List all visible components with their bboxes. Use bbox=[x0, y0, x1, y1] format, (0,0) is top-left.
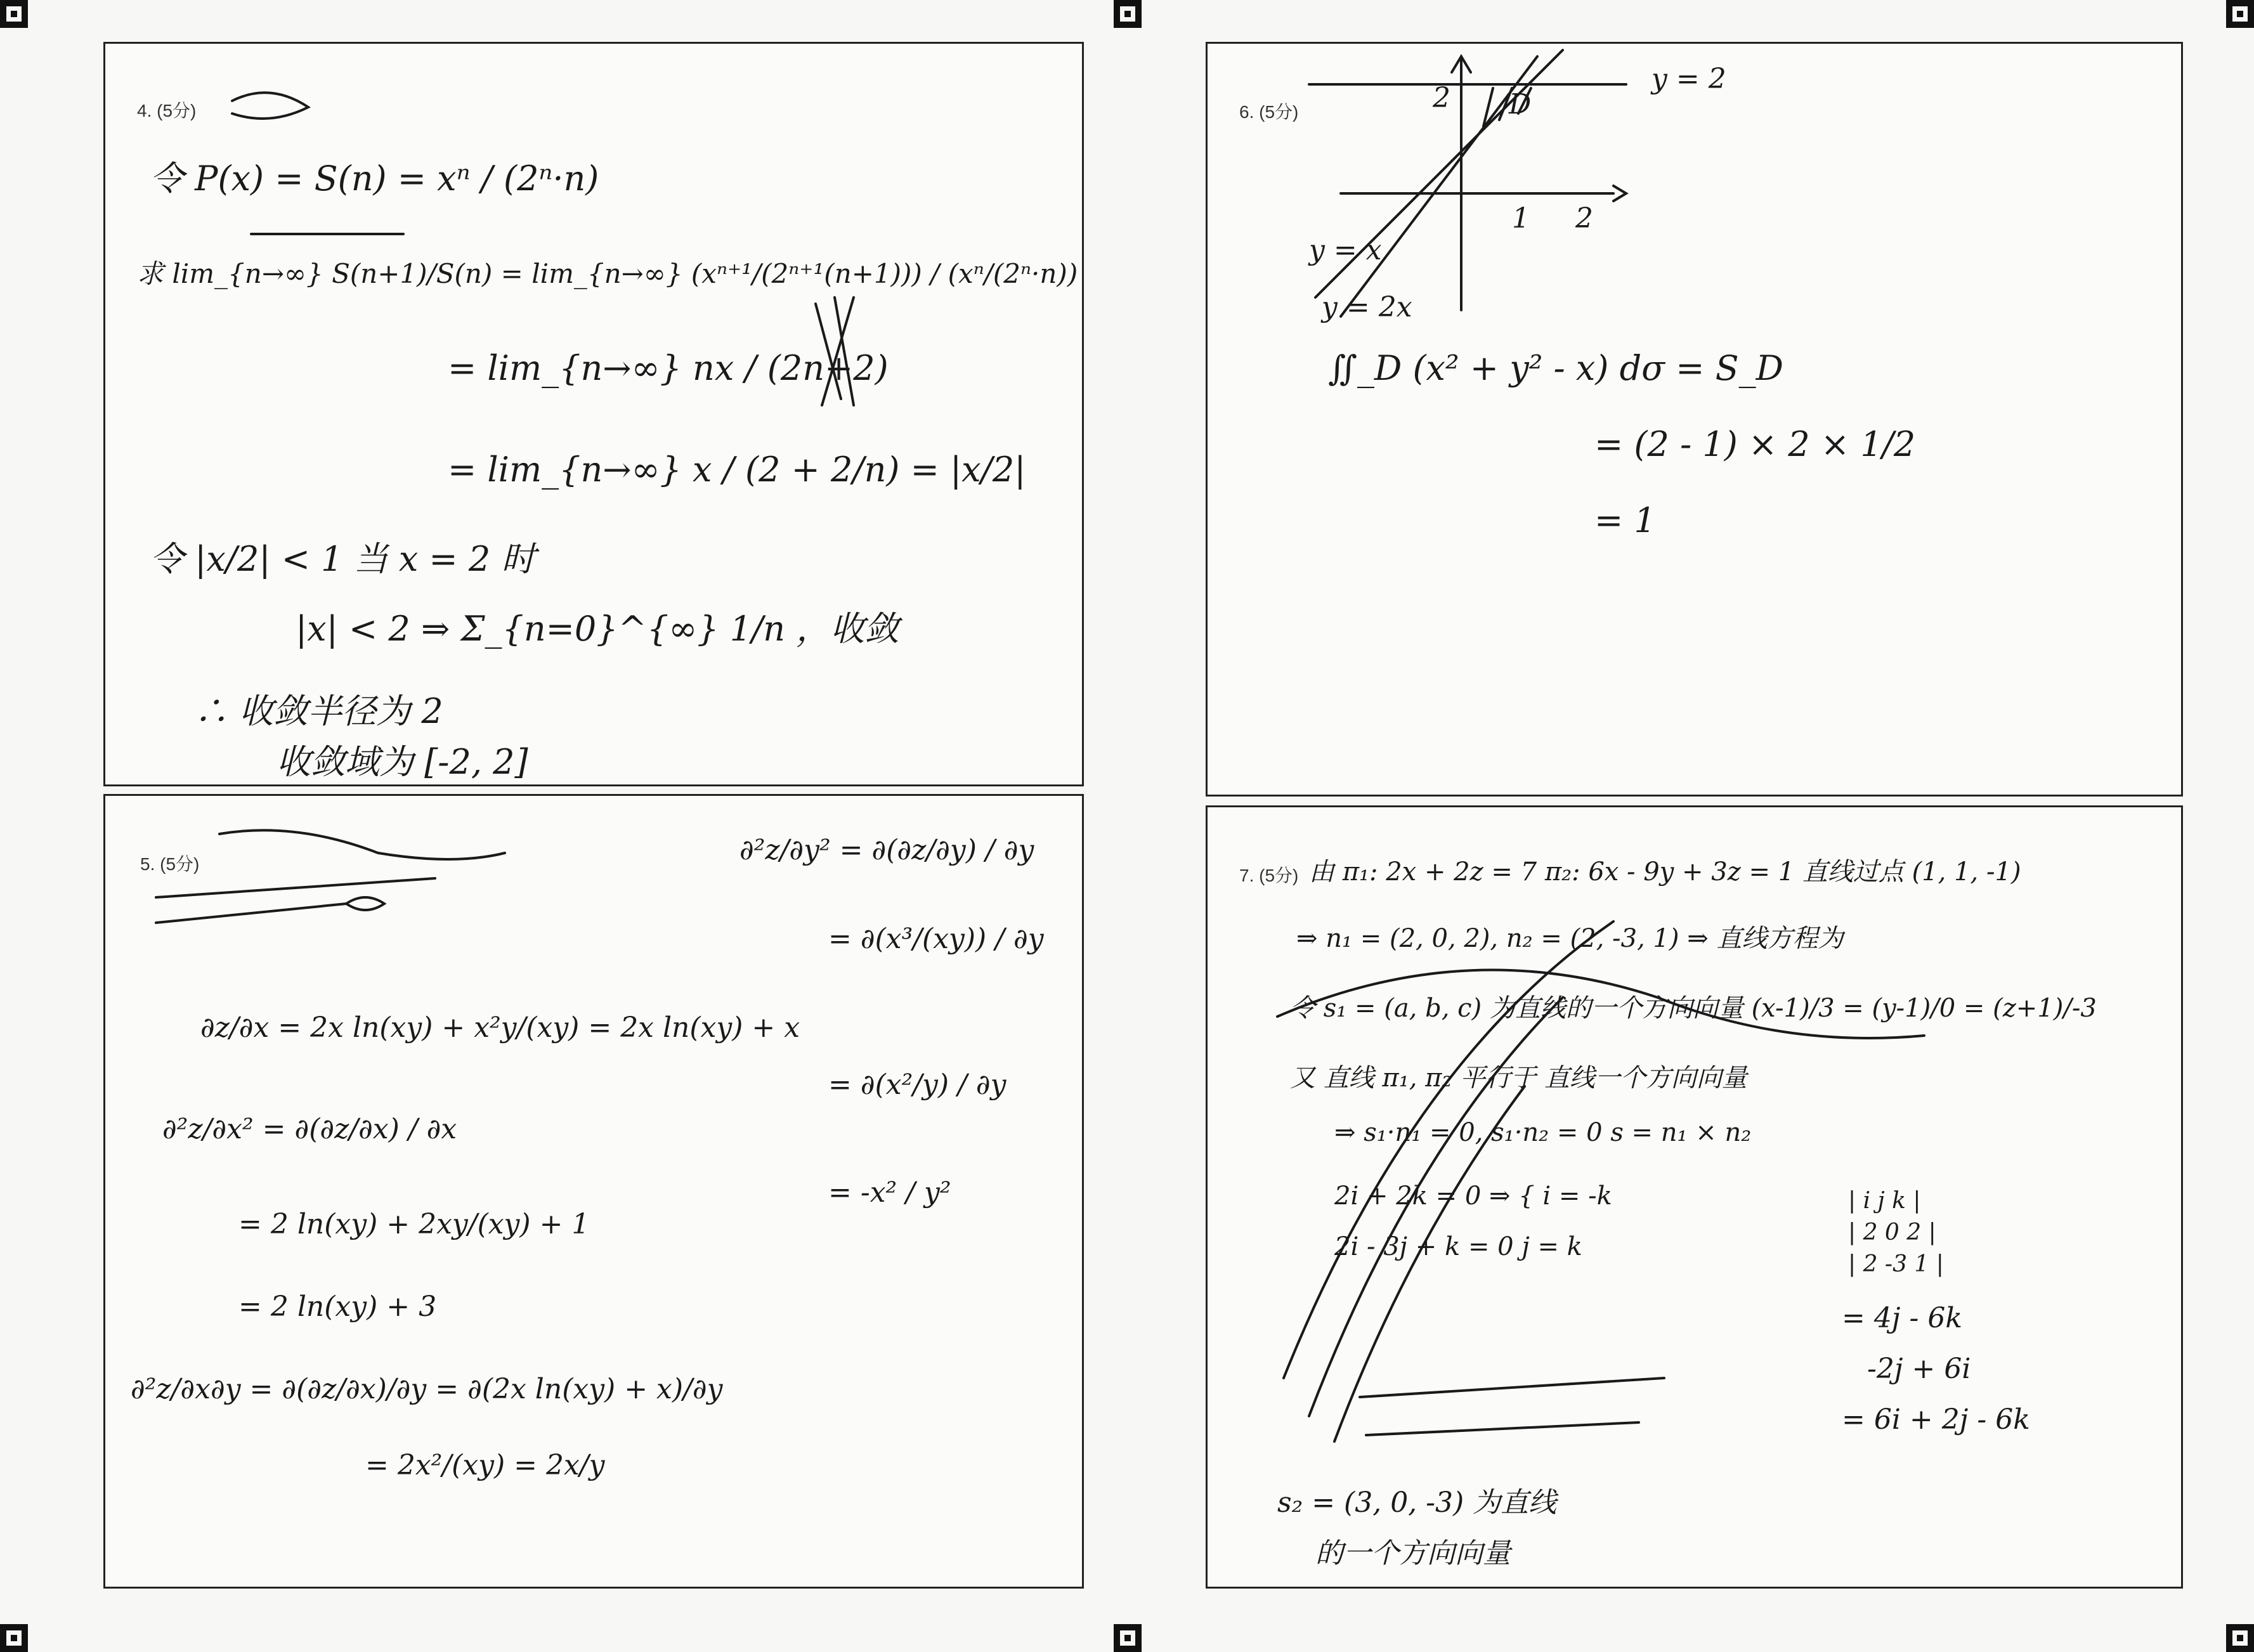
graph-tick-x2: 2 bbox=[1575, 202, 1593, 235]
determinant-result: -2j + 6i bbox=[1867, 1353, 1971, 1385]
graph-tick-x1: 1 bbox=[1512, 202, 1530, 235]
registration-mark-top-right bbox=[2226, 0, 2254, 28]
handwritten-line: = 2 ln(xy) + 2xy/(xy) + 1 bbox=[238, 1208, 590, 1240]
determinant-row: | i j k | bbox=[1848, 1188, 1921, 1214]
question-label: 5. (5分) bbox=[140, 854, 200, 874]
handwritten-line: 的一个方向向量 bbox=[1315, 1537, 1511, 1570]
handwritten-line: 令 s₁ = (a, b, c) 为直线的一个方向向量 (x-1)/3 = (y-1)/0 = (z+1)/-3 bbox=[1290, 994, 2097, 1023]
handwritten-line: 由 π₁: 2x + 2z = 7 π₂: 6x - 9y + 3z = 1 直线过点 (1, 1, -1) bbox=[1309, 857, 2021, 887]
handwritten-line: = ∂(x²/y) / ∂y bbox=[828, 1069, 1006, 1101]
handwritten-line: 2i + 2k = 0 ⇒ { i = -k bbox=[1334, 1181, 1612, 1211]
handwritten-line: 令 P(x) = S(n) = xⁿ / (2ⁿ·n) bbox=[150, 159, 599, 198]
graph-label-y2x: y = 2x bbox=[1322, 291, 1412, 323]
answer-box-q5 bbox=[103, 794, 1084, 1589]
answer-box-q6 bbox=[1206, 42, 2183, 797]
registration-mark-bottom-left bbox=[0, 1624, 28, 1652]
handwritten-line: = lim_{n→∞} nx / (2n+2) bbox=[448, 348, 889, 388]
handwritten-line: s₂ = (3, 0, -3) 为直线 bbox=[1277, 1486, 1557, 1519]
registration-mark-top-center bbox=[1114, 0, 1142, 28]
determinant-row: | 2 0 2 | bbox=[1848, 1219, 1936, 1246]
question-label: 6. (5分) bbox=[1239, 102, 1299, 122]
graph-label-yx: y = x bbox=[1309, 234, 1382, 266]
question-label: 7. (5分) bbox=[1239, 866, 1299, 885]
determinant-result: = 4j - 6k bbox=[1842, 1302, 1962, 1334]
graph-tick-y2: 2 bbox=[1433, 82, 1450, 114]
registration-mark-top-left bbox=[0, 0, 28, 28]
handwritten-line: 2i - 3j + k = 0 j = k bbox=[1334, 1232, 1582, 1261]
handwritten-line: ∂²z/∂x² = ∂(∂z/∂x) / ∂x bbox=[162, 1113, 457, 1145]
handwritten-line: 又 直线 π₁, π₂ 平行于 直线一个方向向量 bbox=[1290, 1063, 1747, 1093]
graph-label-y2: y = 2 bbox=[1651, 63, 1726, 95]
determinant-result: = 6i + 2j - 6k bbox=[1842, 1403, 2030, 1436]
handwritten-line: ∴ 收敛半径为 2 bbox=[194, 691, 443, 731]
handwritten-line: ⇒ n₁ = (2, 0, 2), n₂ = (2, -3, 1) ⇒ 直线方程为 bbox=[1296, 924, 1844, 953]
handwritten-line: |x| < 2 ⇒ Σ_{n=0}^{∞} 1/n ，收敛 bbox=[296, 609, 899, 649]
answer-box-q7 bbox=[1206, 805, 2183, 1589]
handwritten-line: = -x² / y² bbox=[828, 1176, 951, 1209]
region-graph bbox=[1208, 44, 2185, 798]
graph-region-label: D bbox=[1509, 88, 1532, 120]
registration-mark-bottom-right bbox=[2226, 1624, 2254, 1652]
handwritten-line: 收敛域为 [-2, 2] bbox=[277, 742, 528, 782]
handwritten-line: ⇒ s₁·n₁ = 0, s₁·n₂ = 0 s = n₁ × n₂ bbox=[1334, 1118, 1752, 1147]
handwritten-line: ∬_D (x² + y² - x) dσ = S_D bbox=[1328, 348, 1783, 388]
handwritten-line: ∂z/∂x = 2x ln(xy) + x²y/(xy) = 2x ln(xy) + x bbox=[200, 1011, 800, 1044]
handwritten-line: = ∂(x³/(xy)) / ∂y bbox=[828, 923, 1044, 955]
handwritten-line: ∂²z/∂y² = ∂(∂z/∂y) / ∂y bbox=[739, 834, 1034, 866]
handwritten-line: = 2x²/(xy) = 2x/y bbox=[365, 1449, 605, 1481]
handwritten-line: ∂²z/∂x∂y = ∂(∂z/∂x)/∂y = ∂(2x ln(xy) + x)/∂y bbox=[131, 1373, 723, 1405]
handwritten-line: = lim_{n→∞} x / (2 + 2/n) = |x/2| bbox=[448, 450, 1026, 490]
handwritten-line: 令 |x/2| < 1 当 x = 2 时 bbox=[150, 539, 536, 579]
answer-box-q4 bbox=[103, 42, 1084, 786]
determinant-row: | 2 -3 1 | bbox=[1848, 1251, 1944, 1277]
registration-mark-bottom-center bbox=[1114, 1624, 1142, 1652]
question-label: 4. (5分) bbox=[137, 101, 197, 120]
handwritten-line: 求 lim_{n→∞} S(n+1)/S(n) = lim_{n→∞} (xⁿ⁺¹/(2ⁿ⁺¹(n+1))) / (xⁿ/(2ⁿ·n)) bbox=[137, 258, 1078, 289]
handwritten-line: = 1 bbox=[1594, 500, 1656, 540]
handwritten-line: = 2 ln(xy) + 3 bbox=[238, 1291, 437, 1323]
handwritten-line: = (2 - 1) × 2 × 1/2 bbox=[1594, 424, 1916, 464]
